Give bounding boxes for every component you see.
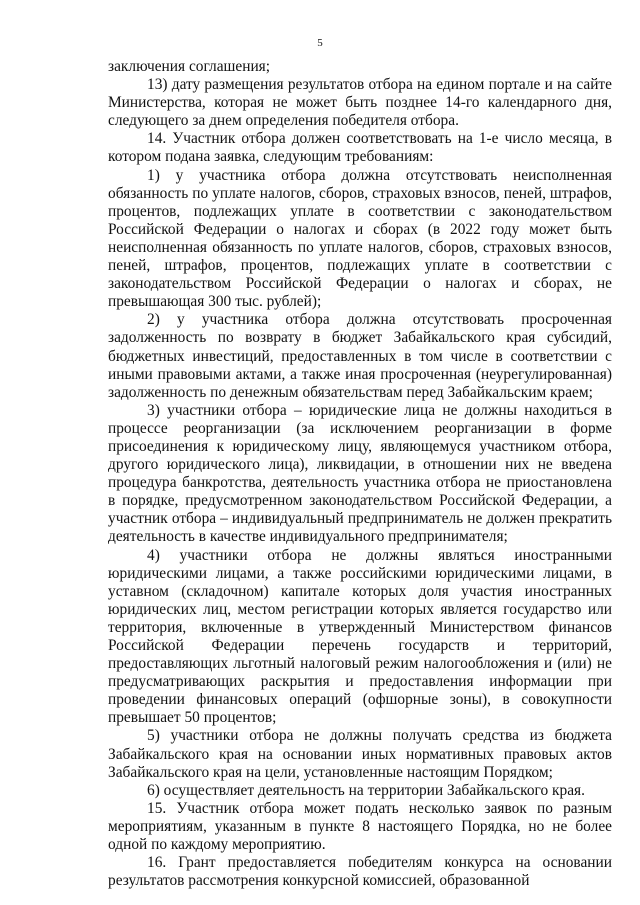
paragraph-requirement-4: 4) участники отбора не должны являться иностранными юридическими лицами, а также российскими юридическими лицами, в уставном (складочном) капитале которых доля участия иностранных юридических лиц, местом регистрации которых является государство или территория, включенные в утвержденный Министерством финансов Российской Федерации перечень государств и территорий, предоставляющих льготный налоговый режим налогообложения и (или) не предусматривающих раскрытия и предоставления информации при проведении финансовых операций (офшорные зоны), в совокупности превышает 50 процентов; [108,546,612,727]
paragraph-requirement-2: 2) у участника отбора должна отсутствовать просроченная задолженность по возврату в бюджет Забайкальского края субсидий, бюджетных инвестиций, предоставленных в том числе в соответствии с иными правовыми актами, а также иная просроченная (неурегулированная) задолженность по денежным обязательствам перед Забайкальским краем; [108,311,612,401]
paragraph-requirement-3: 3) участники отбора – юридические лица не должны находиться в процессе реорганизации (за исключением реорганизации в форме присоединения к юридическому лицу, являющемуся участником отбора, другого юридического лица), ликвидации, в отношении них не введена процедура банкротства, деятельность участника отбора не приостановлена в порядке, предусмотренном законодательством Российской Федерации, а участник отбора – индивидуальный предприниматель не должен прекратить деятельность в качестве индивидуального предпринимателя; [108,401,612,546]
paragraph-item-13: 13) дату размещения результатов отбора на едином портале и на сайте Министерства, которая не может быть позднее 14-го календарного дня, следующего за днем определения победителя отбора. [108,76,612,130]
document-body [108,58,612,890]
paragraph-requirement-5: 5) участники отбора не должны получать средства из бюджета Забайкальского края на основании иных нормативных правовых актов Забайкальского края на цели, установленные настоящим Порядком; [108,727,612,781]
paragraph-requirement-1: 1) у участника отбора должна отсутствовать неисполненная обязанность по уплате налогов, сборов, страховых взносов, пеней, штрафов, процентов, подлежащих уплате в соответствии с законодательством Российской Федерации о налогах и сборах (в 2022 году может быть неисполненная обязанность по уплате налогов, сборов, страховых взносов, пеней, штрафов, процентов, подлежащих уплате в соответствии с законодательством Российской Федерации о налогах и сборах, не превышающая 300 тыс. рублей); [108,166,612,311]
paragraph-clause-16: 16. Грант предоставляется победителям конкурса на основании результатов рассмотрения конкурсной комиссией, образованной [108,854,612,890]
paragraph-requirement-6: 6) осуществляет деятельность на территории Забайкальского края. [147,781,585,799]
paragraph-clause-14: 14. Участник отбора должен соответствовать на 1-е число месяца, в котором подана заявка, следующим требованиям: [108,130,612,166]
paragraph-clause-15: 15. Участник отбора может подать несколько заявок по разным мероприятиям, указанным в пункте 8 настоящего Порядка, но не более одной по каждому мероприятию. [108,799,612,854]
paragraph-continuation: заключения соглашения; [108,58,271,75]
page-number: 5 [317,37,323,49]
